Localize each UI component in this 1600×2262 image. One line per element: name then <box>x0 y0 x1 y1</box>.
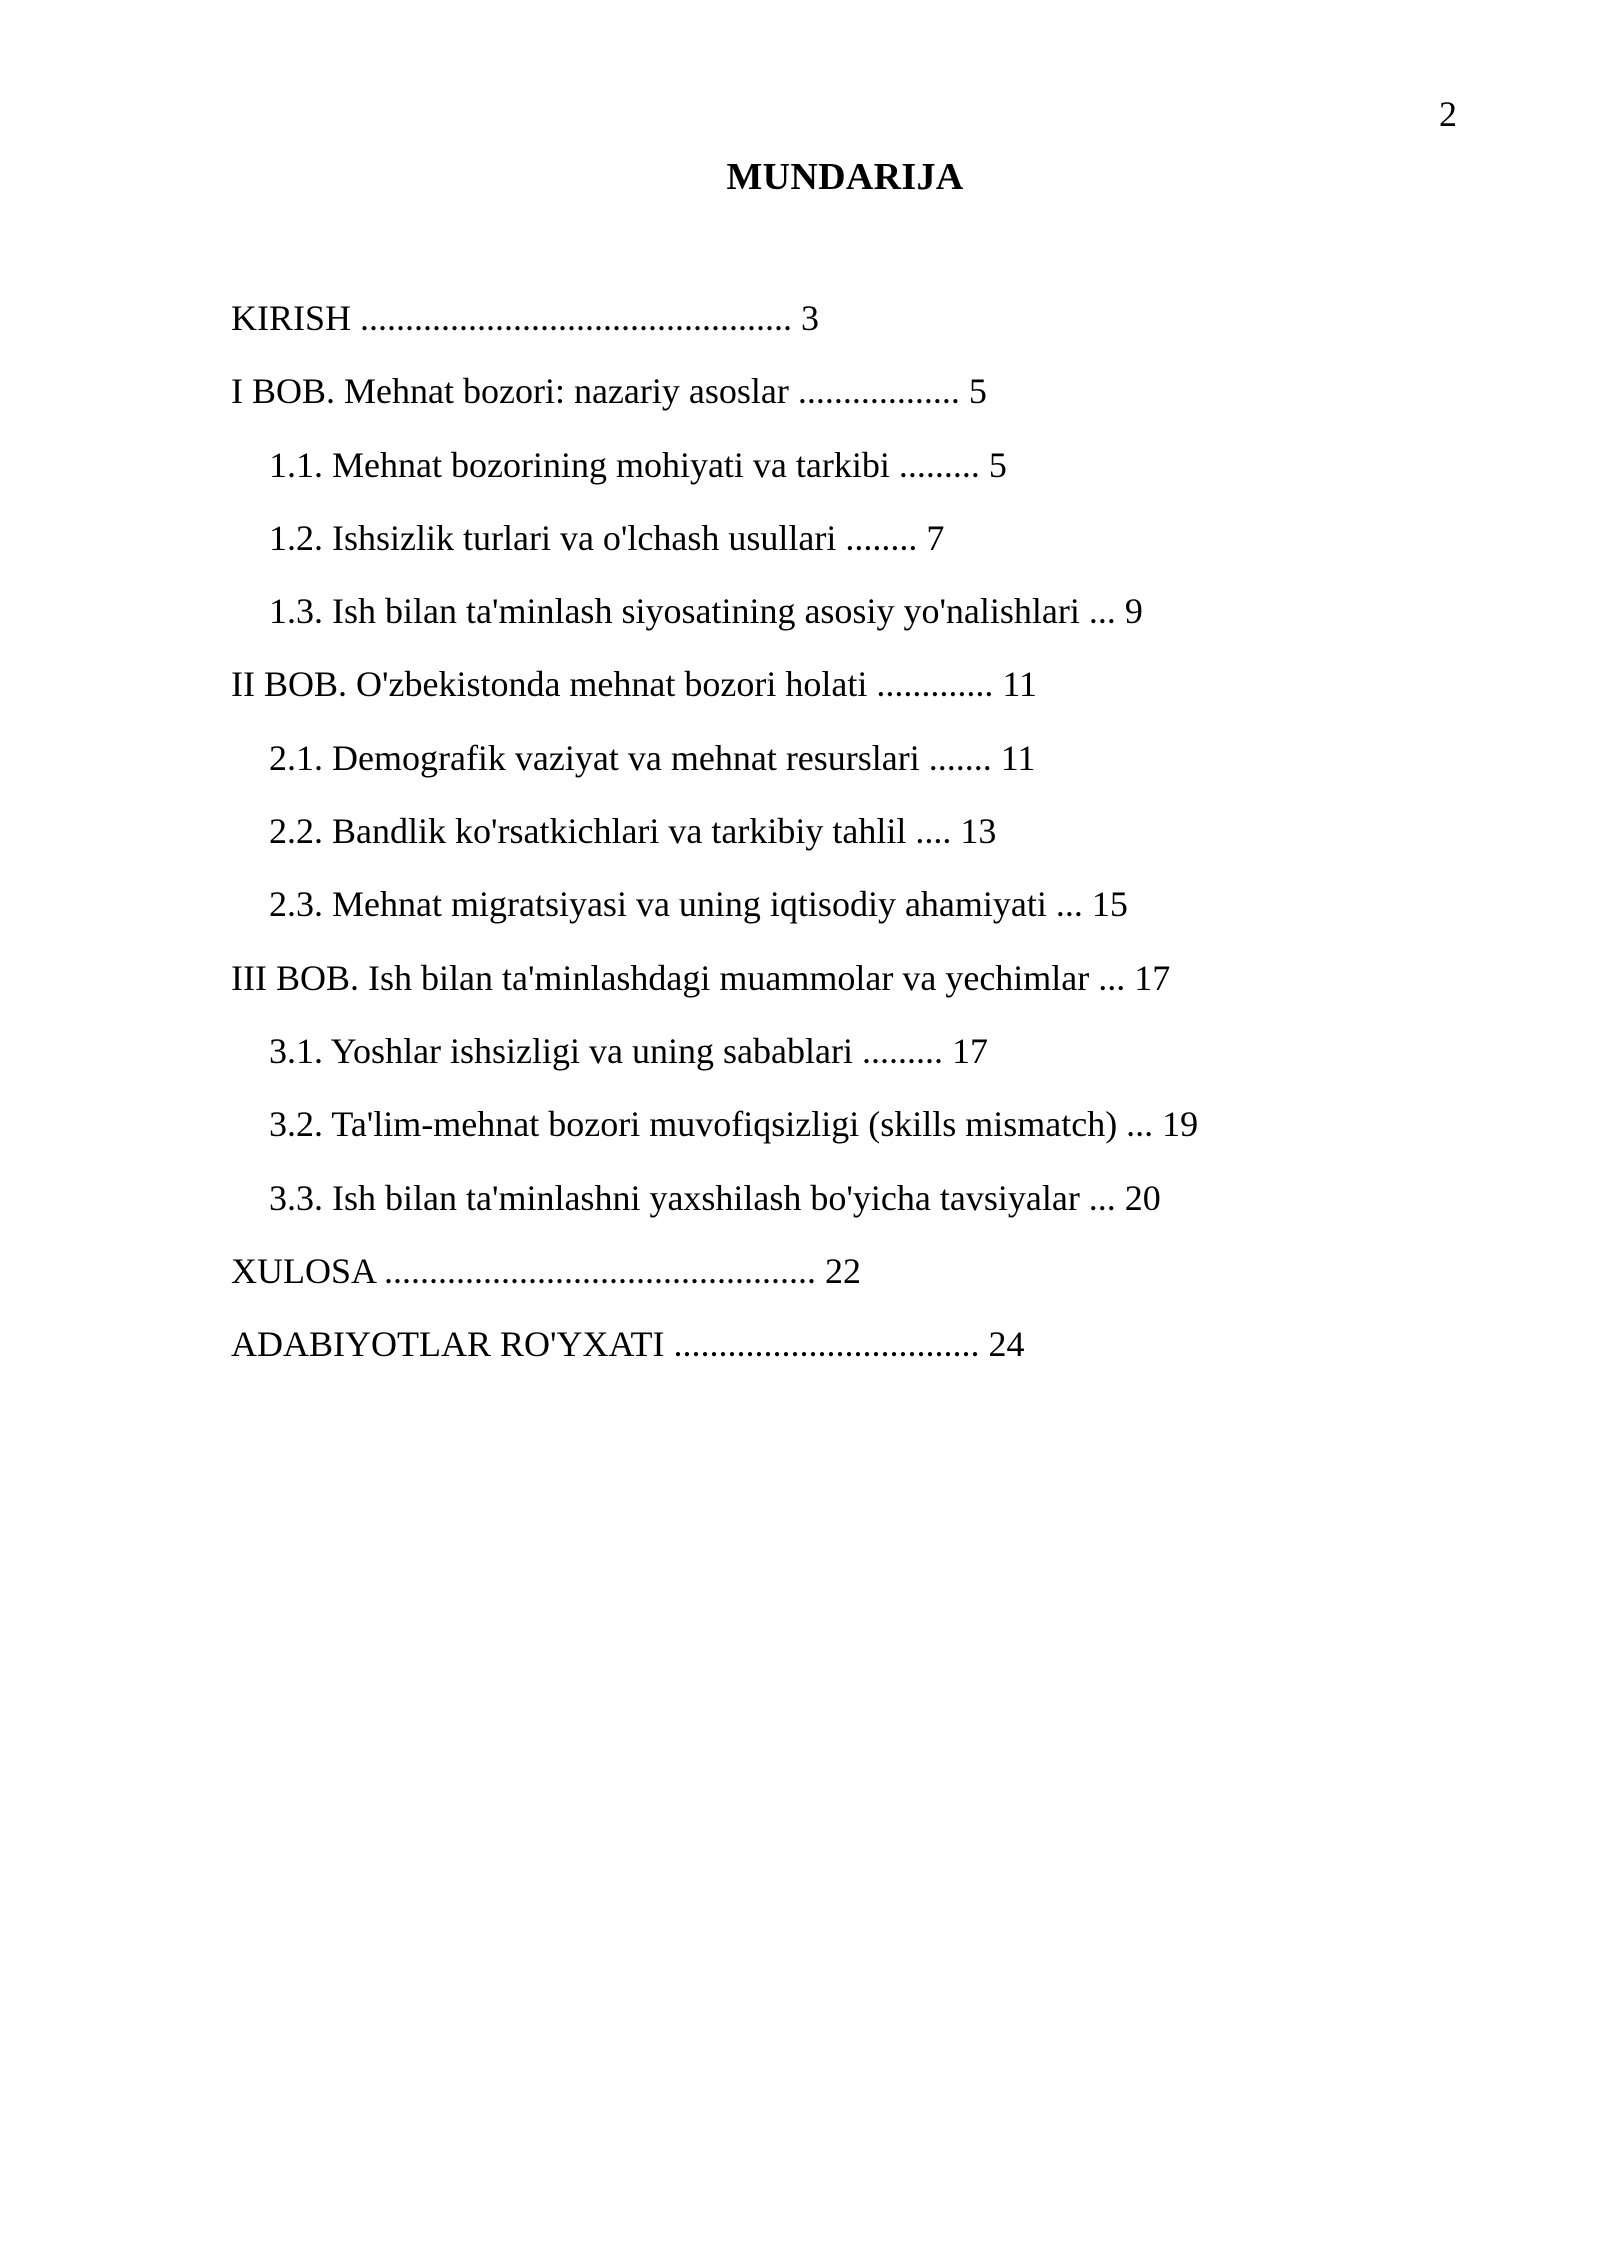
toc-entry-section-1-1: 1.1. Mehnat bozorining mohiyati va tarkibi ......... 5 <box>269 444 1007 485</box>
toc-entry-section-3-1: 3.1. Yoshlar ishsizligi va uning sabablari ......... 17 <box>269 1030 988 1071</box>
toc-entry-section-2-2: 2.2. Bandlik ko'rsatkichlari va tarkibiy tahlil .... 13 <box>269 811 997 852</box>
toc-entry-kirish: KIRISH ................................................ 3 <box>231 298 820 338</box>
toc-entry-section-3-3: 3.3. Ish bilan ta'minlashni yaxshilash bo'yicha tavsiyalar ... 20 <box>269 1177 1161 1218</box>
toc-entry-section-1-2: 1.2. Ishsizlik turlari va o'lchash usullari ........ 7 <box>269 517 945 558</box>
toc-entry-section-2-3: 2.3. Mehnat migratsiyasi va uning iqtisodiy ahamiyati ... 15 <box>269 884 1128 925</box>
toc-entry-chapter-3: III BOB. Ish bilan ta'minlashdagi muammolar va yechimlar ... 17 <box>231 957 1171 998</box>
page-number: 2 <box>1439 94 1457 134</box>
toc-entry-adabiyotlar: ADABIYOTLAR RO'YXATI .................................. 24 <box>231 1324 1025 1365</box>
toc-entry-xulosa: XULOSA ................................................ 22 <box>231 1250 862 1291</box>
toc-entry-section-3-2: 3.2. Ta'lim-mehnat bozori muvofiqsizligi (skills mismatch) ... 19 <box>269 1104 1199 1145</box>
toc-entry-chapter-2: II BOB. O'zbekistonda mehnat bozori holati ............. 11 <box>231 664 1038 705</box>
toc-entry-section-1-3: 1.3. Ish bilan ta'minlash siyosatining asosiy yo'nalishlari ... 9 <box>269 591 1143 632</box>
toc-entry-chapter-1: I BOB. Mehnat bozori: nazariy asoslar .................. 5 <box>231 371 987 412</box>
table-of-contents <box>231 300 1431 1399</box>
toc-entry-section-2-1: 2.1. Demografik vaziyat va mehnat resurslari ....... 11 <box>269 737 1036 778</box>
page-title: MUNDARIJA <box>726 156 964 198</box>
